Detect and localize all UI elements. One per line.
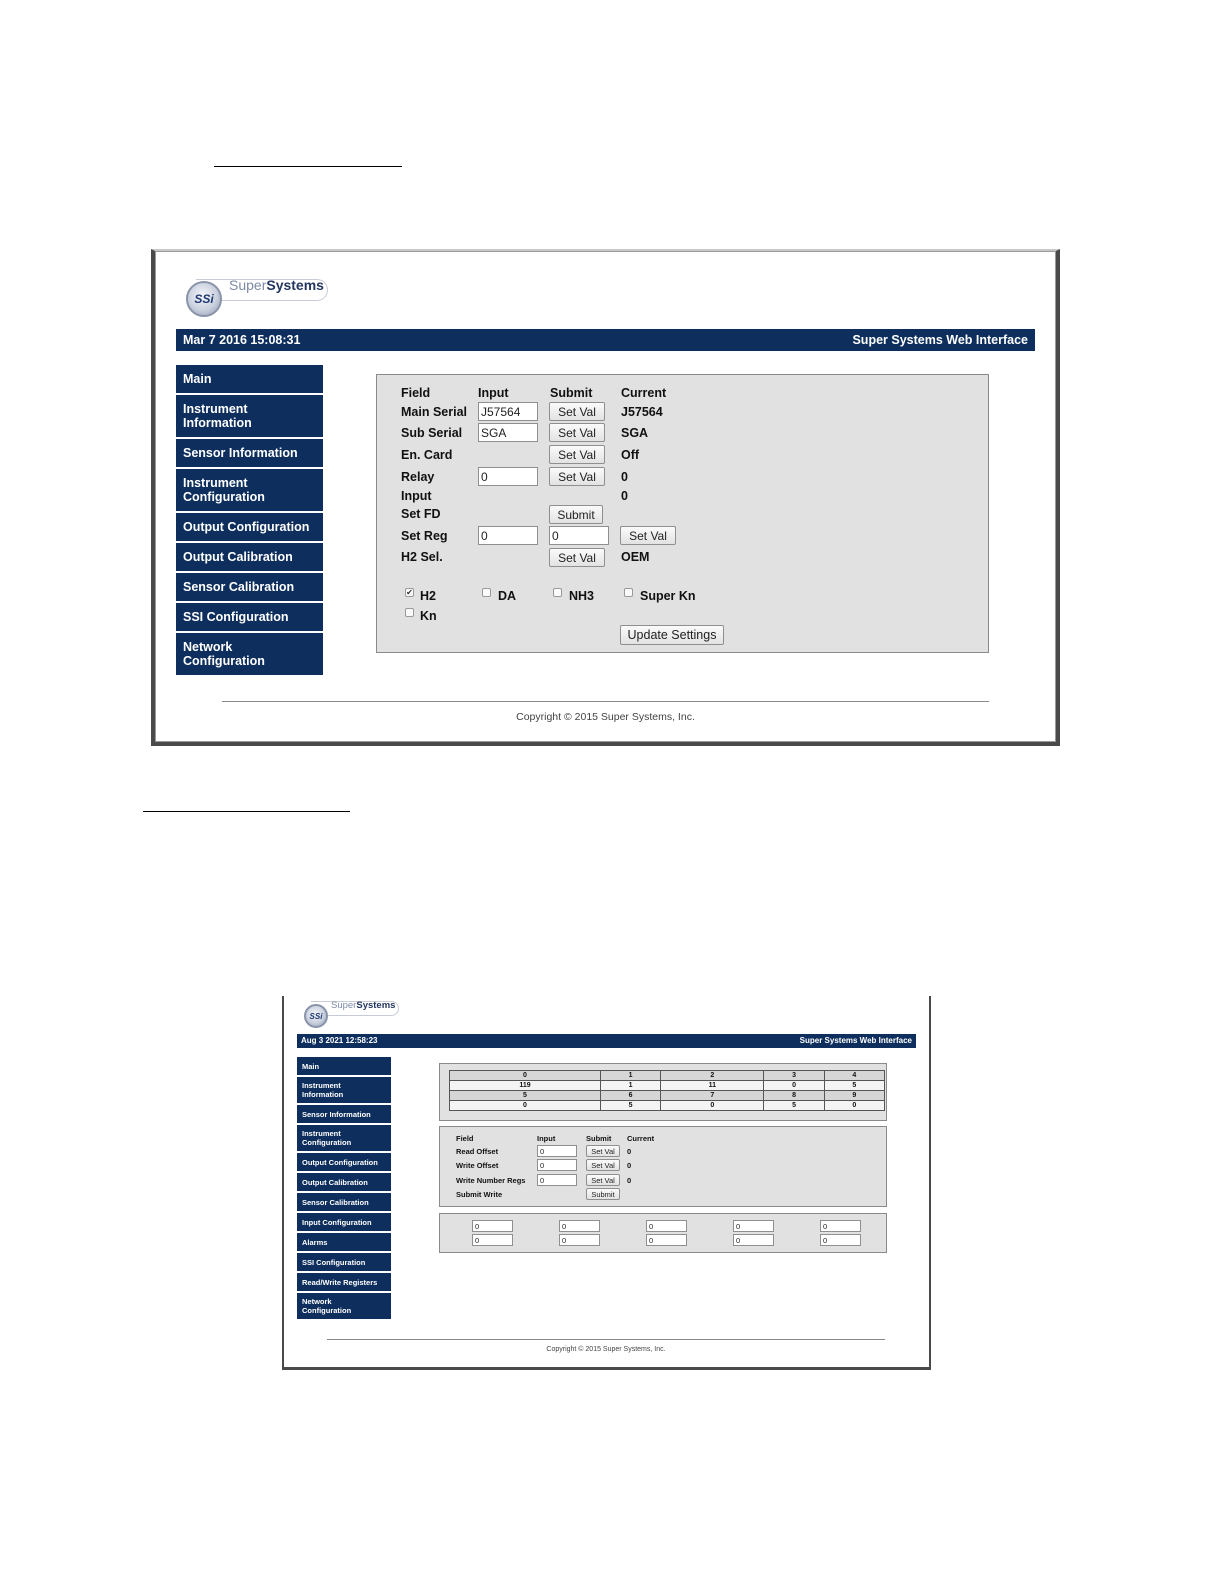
main-serial-set-button[interactable]: Set Val: [549, 402, 605, 421]
table-cell: 7: [661, 1091, 764, 1101]
read-offset-current: 0: [627, 1147, 632, 1156]
write-value-input[interactable]: [733, 1234, 774, 1246]
en-card-label: En. Card: [401, 448, 453, 462]
read-offset-set-button[interactable]: Set Val: [586, 1145, 620, 1157]
header-datetime: Mar 7 2016 15:08:31: [183, 333, 301, 347]
table-cell: 0: [661, 1101, 764, 1111]
table-row: [450, 1071, 885, 1081]
table-cell: 119: [450, 1081, 601, 1091]
write-number-regs-current: 0: [627, 1176, 632, 1185]
table-cell: 1: [601, 1071, 661, 1081]
table-cell: 4: [824, 1071, 884, 1081]
register-table-panel: [439, 1063, 887, 1121]
table-cell: 3: [764, 1071, 824, 1081]
sidebar-item-main[interactable]: Main: [297, 1057, 391, 1075]
sidebar-item-alarms[interactable]: Alarms: [297, 1233, 391, 1251]
footer-copyright: Copyright © 2015 Super Systems, Inc.: [516, 711, 695, 723]
relay-current: 0: [621, 470, 628, 484]
sidebar-item-ssi-configuration[interactable]: SSI Configuration: [176, 603, 323, 631]
table-cell: 0: [450, 1101, 601, 1111]
kn-checkbox[interactable]: [405, 608, 414, 617]
sub-serial-label: Sub Serial: [401, 426, 463, 440]
column-header-submit: Submit: [550, 386, 593, 400]
relay-input[interactable]: [478, 467, 538, 486]
write-value-input[interactable]: [646, 1234, 687, 1246]
config-panel: [376, 374, 989, 653]
relay-label: Relay: [401, 470, 435, 484]
sidebar-item-ssi-configuration[interactable]: SSI Configuration: [297, 1253, 391, 1271]
da-checkbox-label: DA: [498, 589, 517, 603]
super-kn-checkbox[interactable]: [624, 588, 633, 597]
relay-set-button[interactable]: Set Val: [549, 467, 605, 486]
da-checkbox[interactable]: [482, 588, 491, 597]
set-reg-input-2[interactable]: [549, 526, 609, 545]
write-value-input[interactable]: [559, 1234, 600, 1246]
en-card-set-button[interactable]: Set Val: [549, 445, 605, 464]
header-datetime-small: Aug 3 2021 12:58:23: [301, 1036, 378, 1045]
screenshot-instrument-configuration: [151, 249, 1060, 746]
column-header-field: Field: [401, 386, 431, 400]
sub-serial-input[interactable]: [478, 423, 538, 442]
table-cell: 8: [764, 1091, 824, 1101]
sidebar-item-main[interactable]: Main: [176, 365, 323, 393]
sidebar-item-sensor-calibration[interactable]: Sensor Calibration: [297, 1193, 391, 1211]
set-reg-set-button[interactable]: Set Val: [620, 526, 676, 545]
write-value-input[interactable]: [820, 1220, 861, 1232]
h2-checkbox-label: H2: [420, 589, 436, 603]
ssi-seal-icon: SSi: [186, 281, 222, 317]
header-title-small: Super Systems Web Interface: [799, 1036, 912, 1045]
table-cell: 11: [661, 1081, 764, 1091]
table-cell: 9: [824, 1091, 884, 1101]
write-value-input[interactable]: [472, 1220, 513, 1232]
write-offset-label: Write Offset: [456, 1161, 499, 1170]
set-reg-input-1[interactable]: [478, 526, 538, 545]
super-kn-checkbox-label: Super Kn: [640, 589, 696, 603]
write-value-input[interactable]: [646, 1220, 687, 1232]
sidebar-item-sensor-information[interactable]: Sensor Information: [176, 439, 323, 467]
ssi-seal-icon-small: SSi: [304, 1004, 328, 1028]
set-fd-label: Set FD: [401, 507, 441, 521]
table-cell: 5: [601, 1101, 661, 1111]
sidebar-nav: [176, 365, 323, 677]
set-reg-label: Set Reg: [401, 529, 448, 543]
column-header-input: Input: [478, 386, 509, 400]
read-offset-input[interactable]: [537, 1145, 577, 1157]
table-cell: 6: [601, 1091, 661, 1101]
h2-checkbox[interactable]: ✔: [406, 588, 413, 597]
table-cell: 5: [450, 1091, 601, 1101]
write-value-input[interactable]: [733, 1220, 774, 1232]
read-offset-label: Read Offset: [456, 1147, 499, 1156]
column-header-submit-small: Submit: [586, 1134, 612, 1143]
write-value-input[interactable]: [820, 1234, 861, 1246]
en-card-current: Off: [621, 448, 640, 462]
column-header-field-small: Field: [456, 1134, 474, 1143]
offset-panel: [439, 1126, 887, 1207]
logo-brand-text-small: SuperSystems: [331, 1000, 396, 1011]
input-label: Input: [401, 489, 432, 503]
column-header-input-small: Input: [537, 1134, 556, 1143]
sidebar-item-instrument-information[interactable]: Instrument Information: [297, 1077, 391, 1103]
register-table: [449, 1070, 885, 1111]
main-serial-input[interactable]: [478, 402, 538, 421]
sidebar-item-instrument-configuration[interactable]: Instrument Configuration: [297, 1125, 391, 1151]
sidebar-item-read-write-registers[interactable]: Read/Write Registers: [297, 1273, 391, 1291]
main-serial-label: Main Serial: [401, 405, 467, 419]
write-offset-input[interactable]: [537, 1159, 577, 1171]
sub-serial-current: SGA: [621, 426, 649, 440]
nh3-checkbox[interactable]: [553, 588, 562, 597]
logo-brand-text: SuperSystems: [229, 277, 324, 293]
table-cell: 1: [601, 1081, 661, 1091]
sidebar-item-instrument-information[interactable]: Instrument Information: [176, 395, 323, 437]
sidebar-item-sensor-calibration[interactable]: Sensor Calibration: [176, 573, 323, 601]
write-value-input[interactable]: [559, 1220, 600, 1232]
header-bar-small: [297, 1034, 916, 1048]
main-serial-current: J57564: [621, 405, 663, 419]
table-cell: 0: [824, 1101, 884, 1111]
write-number-regs-label: Write Number Regs: [456, 1176, 526, 1185]
write-offset-current: 0: [627, 1161, 632, 1170]
write-offset-set-button[interactable]: Set Val: [586, 1159, 620, 1171]
write-value-input[interactable]: [472, 1234, 513, 1246]
footer-divider-small: [327, 1339, 885, 1340]
header-bar: [176, 329, 1035, 351]
table-cell: 5: [824, 1081, 884, 1091]
super-systems-logo-small: [304, 1000, 404, 1028]
page-rule-middle: [143, 811, 350, 812]
kn-checkbox-label: Kn: [420, 609, 437, 623]
h2-sel-set-button[interactable]: Set Val: [549, 548, 605, 567]
sidebar-item-output-calibration[interactable]: Output Calibration: [297, 1173, 391, 1191]
input-current: 0: [621, 489, 628, 503]
sidebar-item-input-configuration[interactable]: Input Configuration: [297, 1213, 391, 1231]
table-row: [450, 1081, 885, 1091]
table-cell: 2: [661, 1071, 764, 1081]
header-title: Super Systems Web Interface: [852, 333, 1028, 347]
sidebar-item-output-configuration[interactable]: Output Configuration: [176, 513, 323, 541]
sidebar-item-network-configuration[interactable]: Network Configuration: [176, 633, 323, 675]
footer-copyright-small: Copyright © 2015 Super Systems, Inc.: [546, 1346, 666, 1353]
update-settings-button[interactable]: Update Settings: [620, 625, 724, 645]
sidebar-item-output-calibration[interactable]: Output Calibration: [176, 543, 323, 571]
sidebar-item-sensor-information[interactable]: Sensor Information: [297, 1105, 391, 1123]
table-cell: 0: [450, 1071, 601, 1081]
table-cell: 5: [764, 1101, 824, 1111]
h2-sel-current: OEM: [621, 550, 650, 564]
page-rule-top: [214, 166, 402, 167]
write-number-regs-set-button[interactable]: Set Val: [586, 1174, 620, 1186]
super-systems-logo: [186, 277, 336, 317]
footer-divider: [222, 701, 989, 702]
submit-write-label: Submit Write: [456, 1190, 503, 1199]
screenshot-read-write-registers: [282, 996, 931, 1370]
submit-write-button[interactable]: Submit: [586, 1188, 620, 1200]
nh3-checkbox-label: NH3: [569, 589, 595, 603]
column-header-current-small: Current: [627, 1134, 655, 1143]
table-cell: 0: [764, 1081, 824, 1091]
column-header-current: Current: [621, 386, 667, 400]
table-row: [450, 1101, 885, 1111]
set-fd-submit-button[interactable]: Submit: [549, 505, 603, 524]
sidebar-item-output-configuration[interactable]: Output Configuration: [297, 1153, 391, 1171]
sidebar-item-instrument-configuration[interactable]: Instrument Configuration: [176, 469, 323, 511]
h2-sel-label: H2 Sel.: [401, 550, 443, 564]
write-number-regs-input[interactable]: [537, 1174, 577, 1186]
sidebar-item-network-configuration[interactable]: Network Configuration: [297, 1293, 391, 1319]
write-values-panel: [439, 1213, 887, 1253]
table-row: [450, 1091, 885, 1101]
sub-serial-set-button[interactable]: Set Val: [549, 423, 605, 442]
sidebar-nav-small: [297, 1057, 391, 1321]
